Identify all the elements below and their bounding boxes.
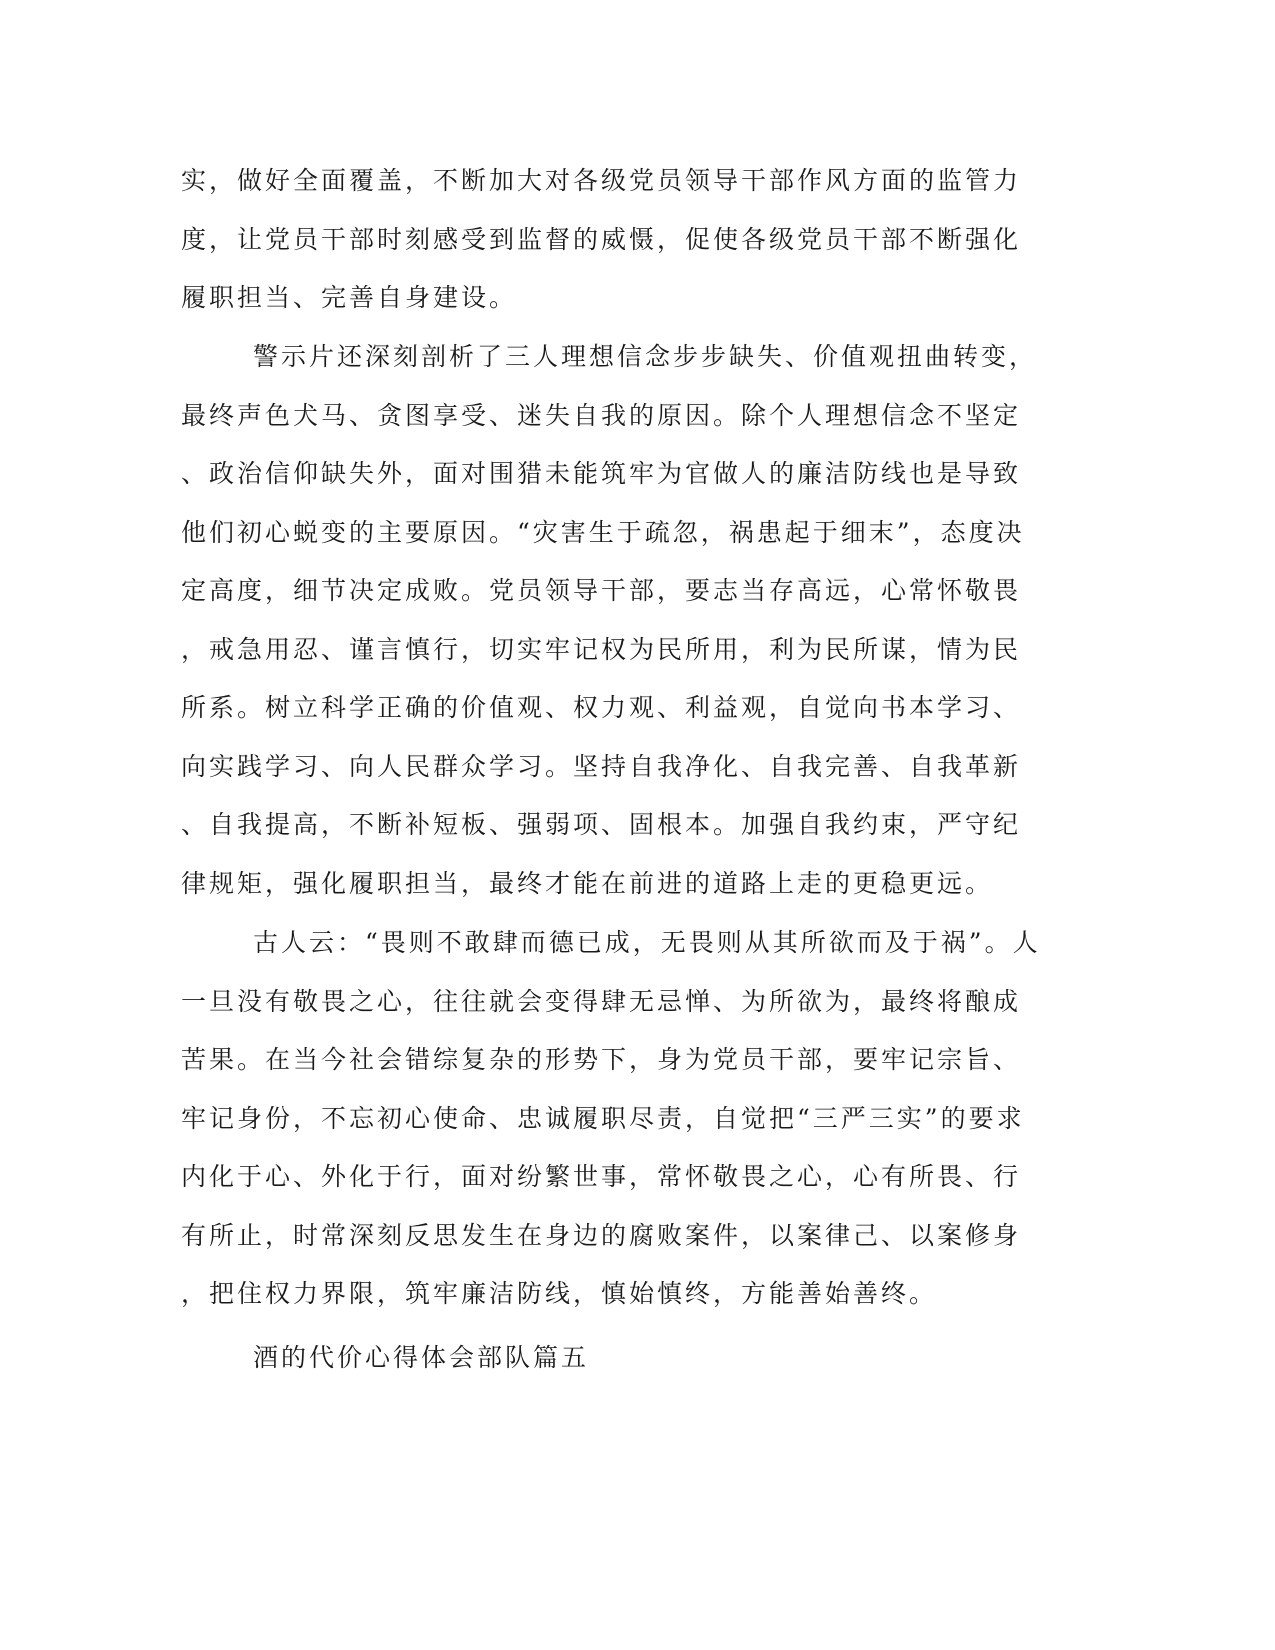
text-line: 度，让党员干部时刻感受到监督的威慑，促使各级党员干部不断强化	[181, 224, 1022, 254]
text-line: 定高度，细节决定成败。党员领导干部，要志当存高远，心常怀敬畏	[181, 576, 1022, 605]
text-line: 实，做好全面覆盖，不断加大对各级党员领导干部作风方面的监管力	[181, 166, 1022, 195]
text-line: 警示片还深刻剖析了三人理想信念步步缺失、价值观扭曲转变，	[253, 342, 1038, 371]
text-line: 苦果。在当今社会错综复杂的形势下，身为党员干部，要牢记宗旨、	[181, 1045, 1022, 1074]
text-line: 内化于心、外化于行，面对纷繁世事，常怀敬畏之心，心有所畏、行	[181, 1162, 1022, 1191]
text-line: ，把住权力界限，筑牢廉洁防线，慎始慎终，方能善始善终。	[181, 1279, 938, 1308]
paragraph-warning-film	[181, 328, 1038, 913]
text-line: 所系。树立科学正确的价值观、权力观、利益观，自觉向书本学习、	[181, 693, 1022, 722]
paragraph-continuation	[181, 152, 1031, 328]
text-line: 有所止，时常深刻反思发生在身边的腐败案件，以案律己、以案修身	[181, 1220, 1022, 1250]
text-line: 古人云：“畏则不敢肆而德已成，无畏则从其所欲而及于祸”。人	[253, 928, 1041, 957]
text-line: 履职担当、完善自身建设。	[181, 283, 518, 312]
text-line: 一旦没有敬畏之心，往往就会变得肆无忌惮、为所欲为，最终将酿成	[181, 986, 1022, 1016]
text-line: 他们初心蜕变的主要原因。“灾害生于疏忽，祸患起于细末”，态度决	[181, 517, 1025, 547]
text-line: 牢记身份，不忘初心使命、忠诚履职尽责，自觉把“三严三实”的要求	[181, 1103, 1025, 1133]
text-line: 最终声色犬马、贪图享受、迷失自我的原因。除个人理想信念不坚定	[181, 400, 1022, 430]
text-line: 向实践学习、向人民群众学习。坚持自我净化、自我完善、自我革新	[181, 751, 1022, 781]
text-line: 、自我提高，不断补短板、强弱项、固根本。加强自我约束，严守纪	[181, 810, 1022, 839]
heading-text: 酒的代价心得体会部队篇五	[253, 1343, 590, 1372]
text-line: 律规矩，强化履职担当，最终才能在前进的道路上走的更稳更远。	[181, 868, 994, 898]
text-line: 、政治信仰缺失外，面对围猎未能筑牢为官做人的廉洁防线也是导致	[181, 459, 1022, 488]
section-heading	[181, 1329, 1031, 1388]
paragraph-ancient-saying	[181, 914, 1041, 1324]
text-line: ，戒急用忍、谨言慎行，切实牢记权为民所用，利为民所谋，情为民	[181, 634, 1022, 664]
